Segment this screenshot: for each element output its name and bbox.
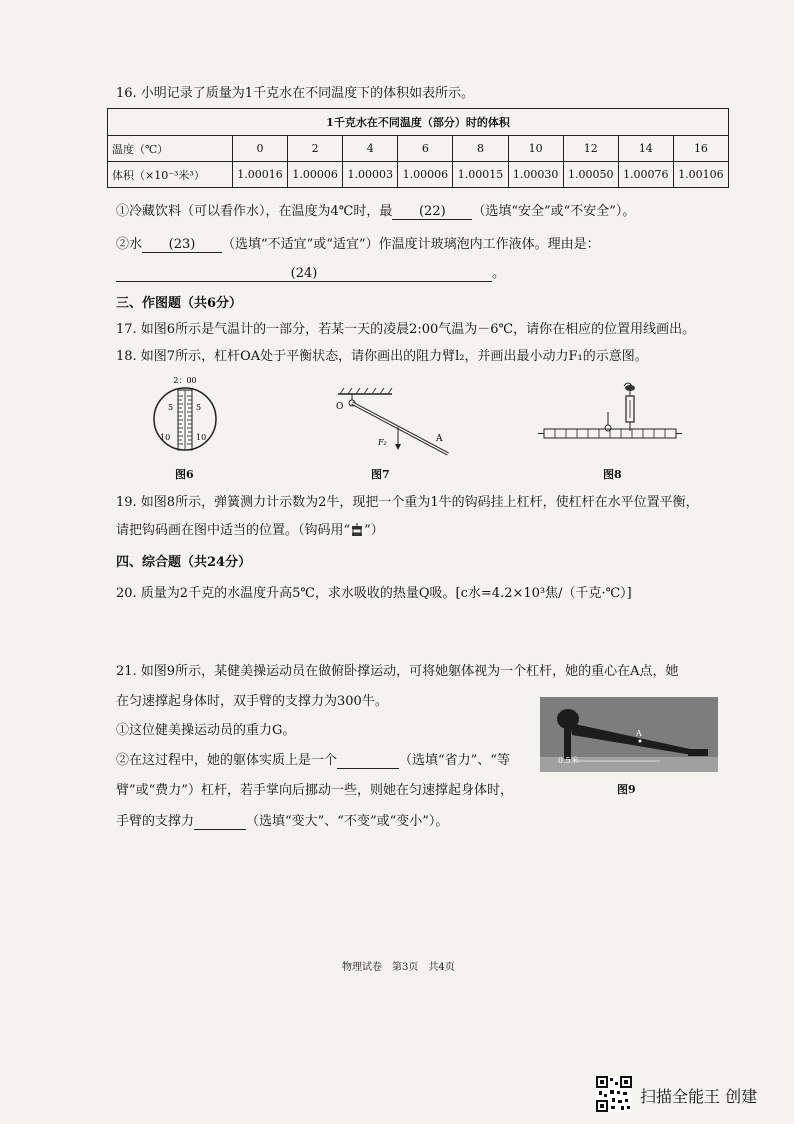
q21-part2-line3 [116, 810, 448, 830]
q21-line1: 21. 如图9所示，某健美操运动员在做俯卧撑运动，可将她躯体视为一个杠杆，她的重心在A点，她 [116, 664, 679, 679]
qr-code-icon [596, 1076, 632, 1112]
q20-text: 20. 质量为2千克的水温度升高5℃，求水吸收的热量Q吸。[c水=4.2×10³焦/（千克·℃）] [116, 586, 632, 601]
fig6-caption: 图6 [175, 468, 194, 481]
blank-support-force[interactable] [194, 814, 246, 830]
hook-weight-icon [350, 523, 364, 536]
fig7-caption: 图7 [371, 468, 390, 481]
q19-line2 [116, 519, 384, 538]
fig9-caption: 图9 [617, 783, 636, 796]
q21-part1: ①这位健美操运动员的重力G。 [116, 723, 296, 738]
section-4-heading: 四、综合题（共24分） [116, 555, 252, 570]
temp-header: 温度（℃） [108, 136, 233, 162]
spring-scale-lever-figure [536, 378, 686, 448]
volume-cell: 1.00030 [508, 162, 563, 188]
q21-part2-options: （选填“省力”、“等 [399, 753, 510, 768]
q21-part2 [116, 749, 510, 769]
fig7-label-a: A [436, 434, 443, 444]
q19-text: 请把钩码画在图中适当的位置。（钩码用“ [116, 523, 351, 538]
q18-text: 18. 如图7所示，杠杆OA处于平衡状态，请你画出的阻力臂l₂，并画出最小动力F₁的示意图。 [116, 349, 648, 364]
fig6-time: 2：00 [173, 376, 197, 385]
pushup-photo [540, 697, 718, 772]
blank-lever-type[interactable] [337, 753, 399, 769]
fig6-label-10-left: 10 [160, 433, 171, 442]
fig9-label-a: A [636, 729, 642, 738]
fig6-label-5-left: 5 [168, 403, 174, 412]
q16-part2-end: 。 [492, 266, 506, 281]
temp-cell: 12 [563, 136, 618, 162]
q16-part1 [116, 200, 635, 220]
temp-cell: 0 [233, 136, 288, 162]
thermometer-figure [150, 374, 220, 454]
temp-cell: 2 [288, 136, 343, 162]
lever-figure [330, 384, 460, 459]
q17-text: 17. 如图6所示是气温计的一部分，若某一天的凌晨2:00气温为－6℃，请你在相应的位置用线画出。 [116, 322, 696, 337]
fig7-label-o: O [336, 402, 344, 412]
volume-cell: 1.00050 [563, 162, 618, 188]
volume-header: 体积（×10⁻³米³） [108, 162, 233, 188]
table-row-volume [108, 162, 729, 188]
volume-table [107, 108, 729, 188]
blank-23[interactable]: (23) [142, 237, 222, 253]
q21-part2-text: ②在这过程中，她的躯体实质上是一个 [116, 753, 338, 768]
temp-cell: 10 [508, 136, 563, 162]
temp-cell: 8 [453, 136, 508, 162]
volume-cell: 1.00016 [233, 162, 288, 188]
q21-part2-text2: 手臂的支撑力 [116, 814, 195, 829]
temp-cell: 16 [673, 136, 728, 162]
fig8-caption: 图8 [603, 468, 622, 481]
scanner-watermark: 扫描全能王 创建 [640, 1087, 758, 1106]
q16-part2 [116, 233, 600, 253]
fig6-label-5-right: 5 [196, 403, 202, 412]
fig9-label-dist: 0.5米 [558, 756, 579, 765]
section-3-heading: 三、作图题（共6分） [116, 296, 243, 311]
q21-part2-options2: （选填“变大”、“不变”或“变小”）。 [246, 814, 449, 829]
q16-stem: 16. 小明记录了质量为1千克水在不同温度下的体积如表所示。 [116, 86, 475, 101]
temp-cell: 4 [343, 136, 398, 162]
q16-reason-line [116, 262, 505, 282]
volume-cell: 1.00006 [288, 162, 343, 188]
q19-text-end: ”） [364, 523, 384, 538]
volume-cell: 1.00006 [398, 162, 453, 188]
blank-24[interactable]: (24) [116, 266, 492, 282]
q19-line1: 19. 如图8所示，弹簧测力计示数为2牛，现把一个重为1牛的钩码挂上杠杆，使杠杆在水平位置平衡， [116, 495, 699, 510]
fig6-label-10-right: 10 [196, 433, 207, 442]
blank-22[interactable]: (22) [392, 204, 472, 220]
q16-part2-text: ②水 [116, 237, 143, 252]
q16-part2-options: （选填“不适宜”或“适宜”）作温度计玻璃泡内工作液体。理由是： [222, 237, 600, 252]
page-footer: 物理试卷 第3页 共4页 [342, 962, 455, 973]
volume-cell: 1.00076 [618, 162, 673, 188]
q16-part1-options: （选填“安全”或“不安全”）。 [472, 204, 636, 219]
fig7-label-f2: F₂ [378, 438, 387, 447]
q21-part2-line2: 臂”或“费力”）杠杆，若手掌向后挪动一些，则她在匀速撑起身体时， [116, 783, 513, 798]
table-title: 1千克水在不同温度（部分）时的体积 [108, 109, 729, 136]
table-row-temperature [108, 136, 729, 162]
temp-cell: 14 [618, 136, 673, 162]
volume-cell: 1.00106 [673, 162, 728, 188]
volume-cell: 1.00015 [453, 162, 508, 188]
temp-cell: 6 [398, 136, 453, 162]
q21-line2: 在匀速撑起身体时，双手臂的支撑力为300牛。 [116, 694, 388, 709]
q16-part1-text: ①冷藏饮料（可以看作水），在温度为4℃时，最 [116, 204, 393, 219]
volume-cell: 1.00003 [343, 162, 398, 188]
